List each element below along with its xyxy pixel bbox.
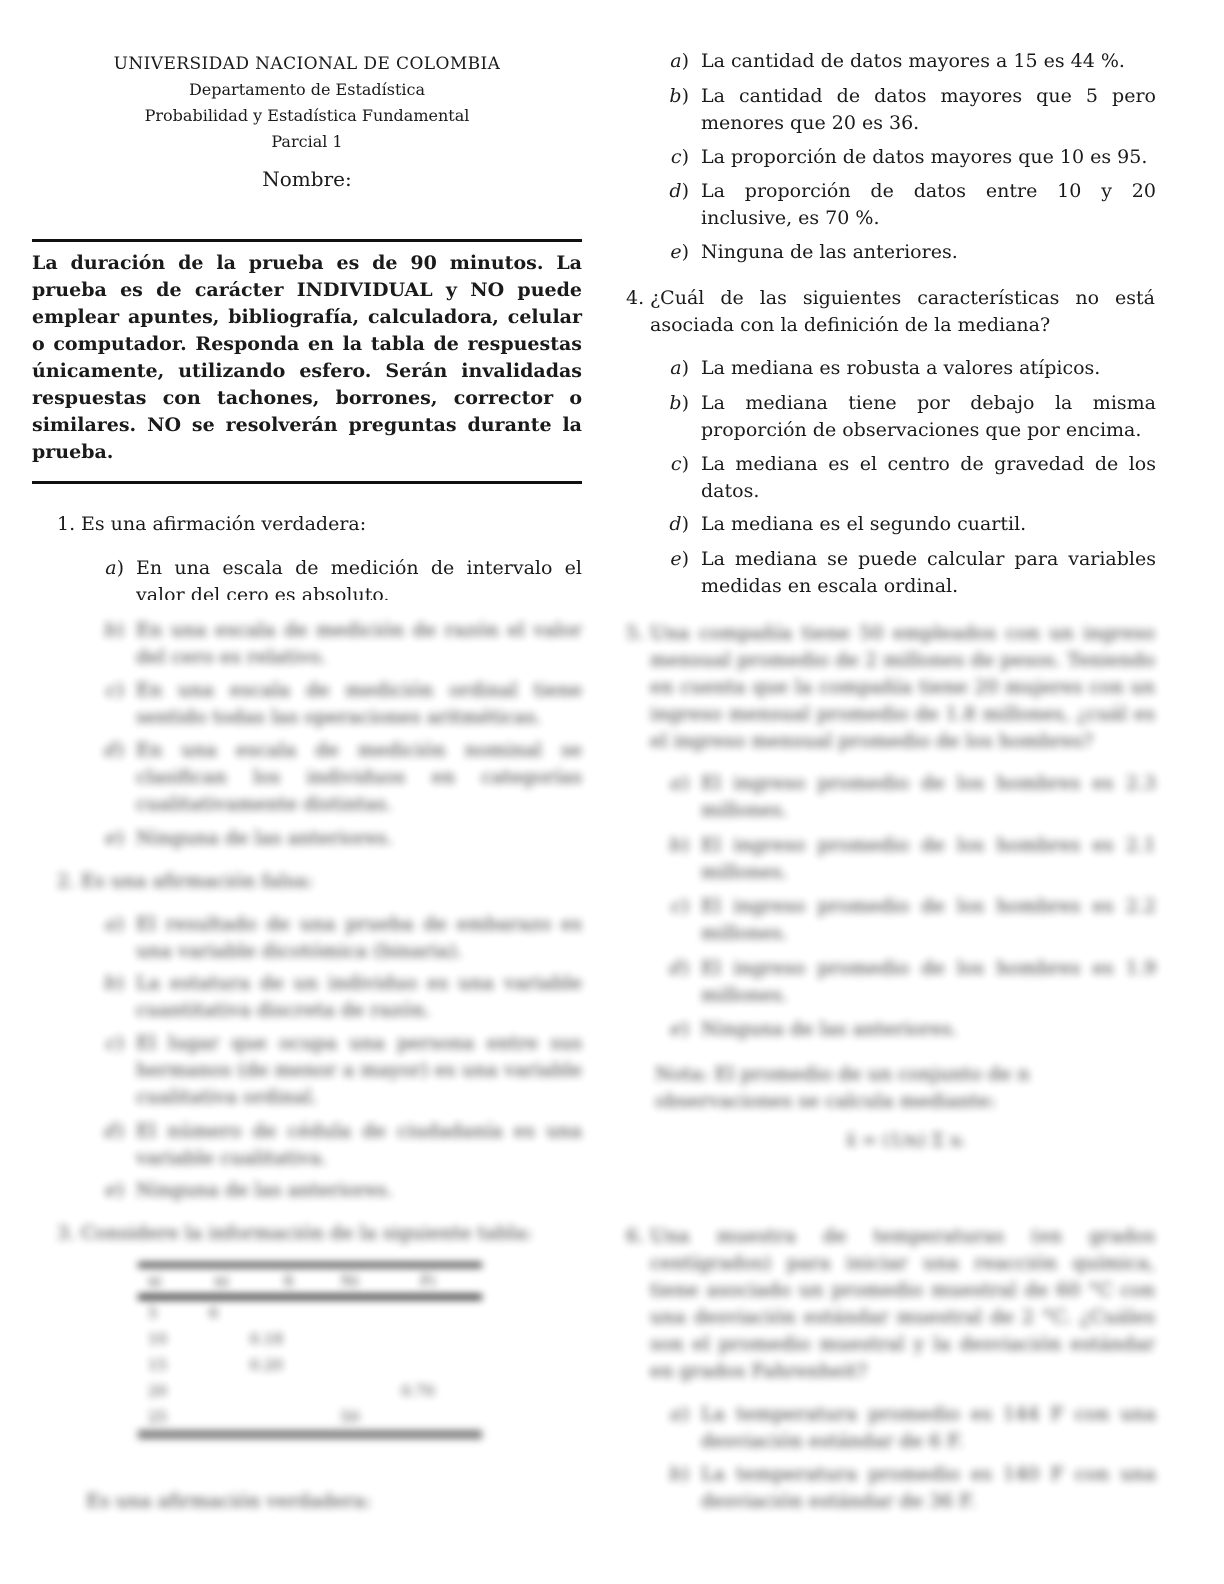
exam-title: Parcial 1 (271, 132, 343, 151)
instructions: La duración de la prueba es de 90 minutos. La prueba es de carácter INDIVIDUAL y NO puede emplear apuntes, bibliografía, calculadora, celular o computador. Responda en la tabla de respuestas únicamente, utilizando esfero. Serán invalidadas respuestas con tachones, borrones, corrector o similares. NO se resolverán preguntas durante la prueba. (32, 252, 582, 463)
table-row: 20 0.70 (148, 1382, 435, 1400)
table-header: Fi (420, 1272, 436, 1290)
university-name: UNIVERSIDAD NACIONAL DE COLOMBIA (113, 54, 501, 74)
course-name: Probabilidad y Estadística Fundamental (144, 106, 470, 125)
option-label: a) (105, 557, 124, 579)
frequency-table (138, 1262, 482, 1439)
table-header: xi (148, 1272, 162, 1290)
department-name: Departamento de Estadística (188, 80, 426, 99)
table-row: 5 6 (148, 1304, 219, 1322)
formula-note: Nota: El promedio de un conjunto de n observaciones se calcula mediante: (655, 1063, 1030, 1112)
table-row: 10 0.18 (148, 1330, 284, 1348)
question-number: 1. (57, 513, 76, 535)
question-text: Es una afirmación verdadera: (81, 513, 367, 535)
mean-formula: x̄ = (1/n) Σ xᵢ (846, 1130, 964, 1151)
question-3-follow-up: Es una afirmación verdadera: (86, 1490, 372, 1512)
table-header: fi (283, 1272, 294, 1290)
table-header: Ni (340, 1272, 359, 1290)
top-divider (32, 239, 582, 242)
table-header: ni (214, 1272, 229, 1290)
bottom-divider (32, 481, 582, 484)
table-row: 15 0.20 (148, 1356, 284, 1374)
question-1-option-a-wrapper (96, 555, 586, 600)
table-header-row (138, 1268, 482, 1294)
name-label: Nombre: (262, 167, 352, 191)
exam-page: UNIVERSIDAD NACIONAL DE COLOMBIA Departamento de Estadística Probabilidad y Estadística Fundamental Parcial 1 Nombre: La duración de la prueba es de 90 minutos. La prueba es de carácter INDIVIDUAL y NO puede emplear apuntes, bibliografía, calculadora, celular o computador. Responda en la tabla de respuestas únicamente, utilizando esfero. Serán invalidadas respuestas con tachones, borrones, corrector o similares. NO se resolverán preguntas durante la prueba. 1. Es una afirmación verdadera: a) En una escala de medición de intervalo el valor del cero es absoluto. b) En una escala de medición de razón el valor del cero es relativo. c) En una escala de medición ordinal tiene sentido todas las operaciones aritméticas. d) En una escala de medición nominal se clasifican los individuos en categorías cualitativamente distintas. e) Ninguna de las anteriores. 2. Es una afirmación falsa: a) El resultado de una prueba de embarazo es una variable dicotómica (binaria). b) La estatura de un individuo es una variable cuantitativa discreta de razón. c) El lugar que ocupa una persona entre sus hermanos (de menor a mayor) es una variable cualitativa ordinal. d) El número de cédula de ciudadanía es una variable cualitativa. e) Ninguna de las anteriores. 3. Considere la información de la siguiente tabla: xi ni fi Ni Fi 5 6 10 0.18 15 0.20 20 0.70 25 50 Es una afirmación verdadera: a) La cantidad de datos mayores a 15 es 44 %. b) La cantidad de datos mayores que 5 pero menores que 20 es 36. c) La proporción de datos mayores que 10 es 95. d) La proporción de datos entre 10 y 20 inclusive, es 70 %. e) Ninguna de las anteriores. 4. ¿Cuál de las siguientes características no está asociada con la definición de la mediana? a) La mediana es robusta a valores atípicos. b) La mediana tiene por debajo la misma proporción de observaciones que por encima. c) La mediana es el centro de gravedad de los datos. d) La mediana es el segundo cuartil. e) La mediana se puede calcular para variables medidas en escala ordinal. 5. Una compañía tiene 50 empleados con un ingreso mensual promedio de 2 millones de pesos. Teniendo en cuenta que la compañía tiene 20 mujeres con un ingreso mensual promedio de 1.8 millones, ¿cuál es el ingreso mensual promedio de los hombres? a) El ingreso promedio de los hombres es 2.3 millones. b) El ingreso promedio de los hombres es 2.1 millones. c) El ingreso promedio de los hombres es 2.2 millones. d) El ingreso promedio de los hombres es 1.9 millones. e) Ninguna de las anteriores. Nota: El promedio de un conjunto de n observaciones se calcula mediante: x̄ = (1/n) Σ xᵢ 6. Una muestra de temperaturas (en grados centígrados) para iniciar una reacción química, tiene asociado un promedio muestral de 60 °C con una desviación estándar muestral de 2 °C. ¿Cuáles son el promedio muestral y la desviación estándar en grados Fahrenheit? a) La temperatura promedio es 144 F con una desviación estándar de 6 F. b) La temperatura promedio es 140 F con una desviación estándar de 36 F. (0, 0, 1224, 1584)
option-text: En una escala de medición de intervalo el valor del cero es absoluto. (136, 557, 582, 600)
table-row: 25 50 (148, 1408, 360, 1426)
